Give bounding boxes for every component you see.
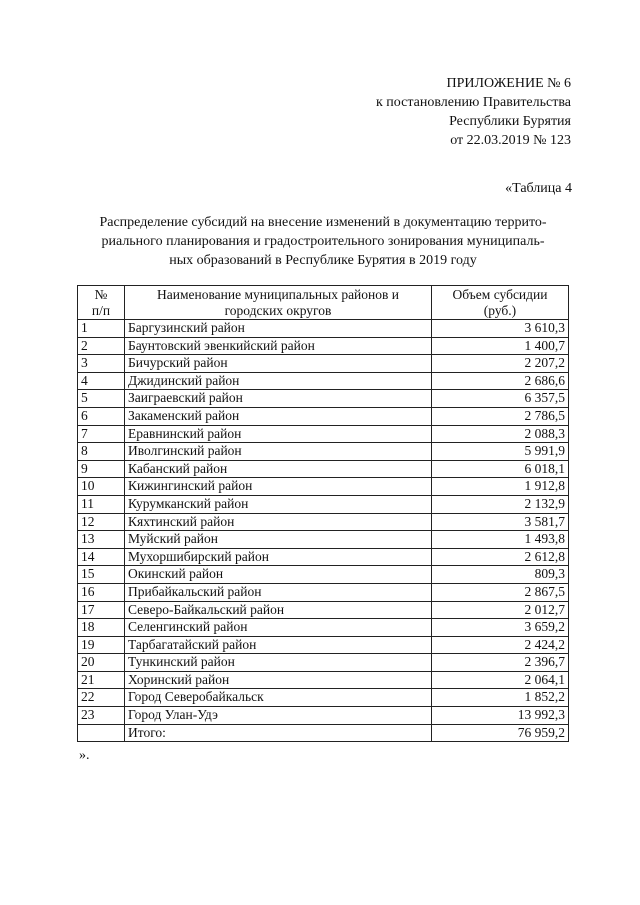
- row-value-cell: 2 612,8: [432, 548, 569, 566]
- total-number-cell: [78, 724, 125, 742]
- total-value: 76 959,2: [432, 724, 569, 742]
- column-header-number: [78, 286, 125, 320]
- column-header-name-line: городских округов: [224, 303, 332, 318]
- row-number-cell: 21: [78, 671, 125, 689]
- row-value-cell: 1 493,8: [432, 531, 569, 549]
- row-value-cell: 1 912,8: [432, 478, 569, 496]
- row-number-cell: 9: [78, 460, 125, 478]
- title-line: Распределение субсидий на внесение изменений в документацию террито-: [99, 215, 547, 230]
- row-value-cell: 13 992,3: [432, 707, 569, 725]
- row-name-cell: Иволгинский район: [125, 443, 432, 461]
- appendix-reference: к постановлению Правительства: [375, 95, 571, 110]
- column-header-name: [125, 286, 432, 320]
- row-value-cell: 3 610,3: [432, 320, 569, 338]
- appendix-header: [376, 74, 571, 150]
- row-name-cell: Селенгинский район: [125, 619, 432, 637]
- row-number-cell: 15: [78, 566, 125, 584]
- row-value-cell: 2 786,5: [432, 407, 569, 425]
- closing-quote: ».: [79, 748, 90, 763]
- row-name-cell: Курумканский район: [125, 495, 432, 513]
- row-number-cell: 11: [78, 495, 125, 513]
- table-row: [78, 443, 569, 461]
- row-value-cell: 5 991,9: [432, 443, 569, 461]
- row-value-cell: 3 659,2: [432, 619, 569, 637]
- table-row: [78, 689, 569, 707]
- row-number-cell: 6: [78, 407, 125, 425]
- table-row: [78, 636, 569, 654]
- column-header-value: [432, 286, 569, 320]
- row-number-cell: 14: [78, 548, 125, 566]
- row-number-cell: 18: [78, 619, 125, 637]
- row-value-cell: 2 396,7: [432, 654, 569, 672]
- row-value-cell: 2 686,6: [432, 372, 569, 390]
- row-value-cell: 2 012,7: [432, 601, 569, 619]
- appendix-date: от 22.03.2019 № 123: [450, 133, 571, 148]
- table-row: [78, 390, 569, 408]
- table-row: [78, 654, 569, 672]
- row-value-cell: 809,3: [432, 566, 569, 584]
- table-row: [78, 495, 569, 513]
- title-line: риального планирования и градостроительного зонирования муниципаль-: [101, 234, 545, 249]
- row-number-cell: 3: [78, 355, 125, 373]
- row-number-cell: 1: [78, 320, 125, 338]
- table-header-row: [78, 286, 569, 320]
- row-value-cell: 2 424,2: [432, 636, 569, 654]
- row-value-cell: 2 867,5: [432, 583, 569, 601]
- table-row: [78, 548, 569, 566]
- table-row: [78, 372, 569, 390]
- table-row: [78, 671, 569, 689]
- document-title: [78, 213, 568, 270]
- row-name-cell: Закаменский район: [125, 407, 432, 425]
- row-number-cell: 7: [78, 425, 125, 443]
- row-number-cell: 12: [78, 513, 125, 531]
- row-name-cell: Северо-Байкальский район: [125, 601, 432, 619]
- row-name-cell: Прибайкальский район: [125, 583, 432, 601]
- row-name-cell: Город Улан-Удэ: [125, 707, 432, 725]
- column-header-name-line: Наименование муниципальных районов и: [157, 287, 399, 302]
- column-header-number-line: п/п: [91, 303, 111, 318]
- row-name-cell: Город Северобайкальск: [125, 689, 432, 707]
- row-value-cell: 6 357,5: [432, 390, 569, 408]
- title-line: ных образований в Республике Бурятия в 2019 году: [169, 253, 477, 268]
- row-number-cell: 2: [78, 337, 125, 355]
- appendix-republic: Республики Бурятия: [449, 114, 571, 129]
- row-value-cell: 2 132,9: [432, 495, 569, 513]
- row-name-cell: Бичурский район: [125, 355, 432, 373]
- table-body: [78, 320, 569, 725]
- column-header-number-line: №: [94, 287, 108, 302]
- row-number-cell: 17: [78, 601, 125, 619]
- table-row: [78, 407, 569, 425]
- row-name-cell: Кяхтинский район: [125, 513, 432, 531]
- table-row: [78, 337, 569, 355]
- table-row: [78, 460, 569, 478]
- table-row: [78, 707, 569, 725]
- table-total-row: [78, 724, 569, 742]
- row-value-cell: 1 852,2: [432, 689, 569, 707]
- column-header-value-line: (руб.): [483, 303, 517, 318]
- row-number-cell: 13: [78, 531, 125, 549]
- row-name-cell: Джидинский район: [125, 372, 432, 390]
- row-value-cell: 1 400,7: [432, 337, 569, 355]
- table-row: [78, 320, 569, 338]
- table-row: [78, 425, 569, 443]
- table-label: «Таблица 4: [505, 181, 572, 196]
- subsidy-table: [77, 285, 569, 742]
- table-row: [78, 619, 569, 637]
- row-number-cell: 8: [78, 443, 125, 461]
- table-row: [78, 478, 569, 496]
- row-name-cell: Хоринский район: [125, 671, 432, 689]
- row-name-cell: Кижингинский район: [125, 478, 432, 496]
- row-value-cell: 2 064,1: [432, 671, 569, 689]
- table-row: [78, 583, 569, 601]
- table-row: [78, 531, 569, 549]
- row-value-cell: 6 018,1: [432, 460, 569, 478]
- total-label: Итого:: [125, 724, 432, 742]
- row-name-cell: Баунтовский эвенкийский район: [125, 337, 432, 355]
- row-name-cell: Окинский район: [125, 566, 432, 584]
- row-value-cell: 2 088,3: [432, 425, 569, 443]
- row-value-cell: 2 207,2: [432, 355, 569, 373]
- row-number-cell: 19: [78, 636, 125, 654]
- table-row: [78, 566, 569, 584]
- row-name-cell: Баргузинский район: [125, 320, 432, 338]
- row-name-cell: Муйский район: [125, 531, 432, 549]
- row-value-cell: 3 581,7: [432, 513, 569, 531]
- row-name-cell: Мухоршибирский район: [125, 548, 432, 566]
- column-header-value-line: Объем субсидии: [452, 287, 548, 302]
- row-number-cell: 20: [78, 654, 125, 672]
- row-number-cell: 4: [78, 372, 125, 390]
- row-number-cell: 23: [78, 707, 125, 725]
- row-name-cell: Заиграевский район: [125, 390, 432, 408]
- appendix-number: ПРИЛОЖЕНИЕ № 6: [446, 76, 571, 91]
- row-number-cell: 22: [78, 689, 125, 707]
- row-name-cell: Тарбагатайский район: [125, 636, 432, 654]
- row-number-cell: 5: [78, 390, 125, 408]
- row-name-cell: Кабанский район: [125, 460, 432, 478]
- table-row: [78, 355, 569, 373]
- row-name-cell: Еравнинский район: [125, 425, 432, 443]
- row-number-cell: 16: [78, 583, 125, 601]
- row-name-cell: Тункинский район: [125, 654, 432, 672]
- table-row: [78, 513, 569, 531]
- table-row: [78, 601, 569, 619]
- row-number-cell: 10: [78, 478, 125, 496]
